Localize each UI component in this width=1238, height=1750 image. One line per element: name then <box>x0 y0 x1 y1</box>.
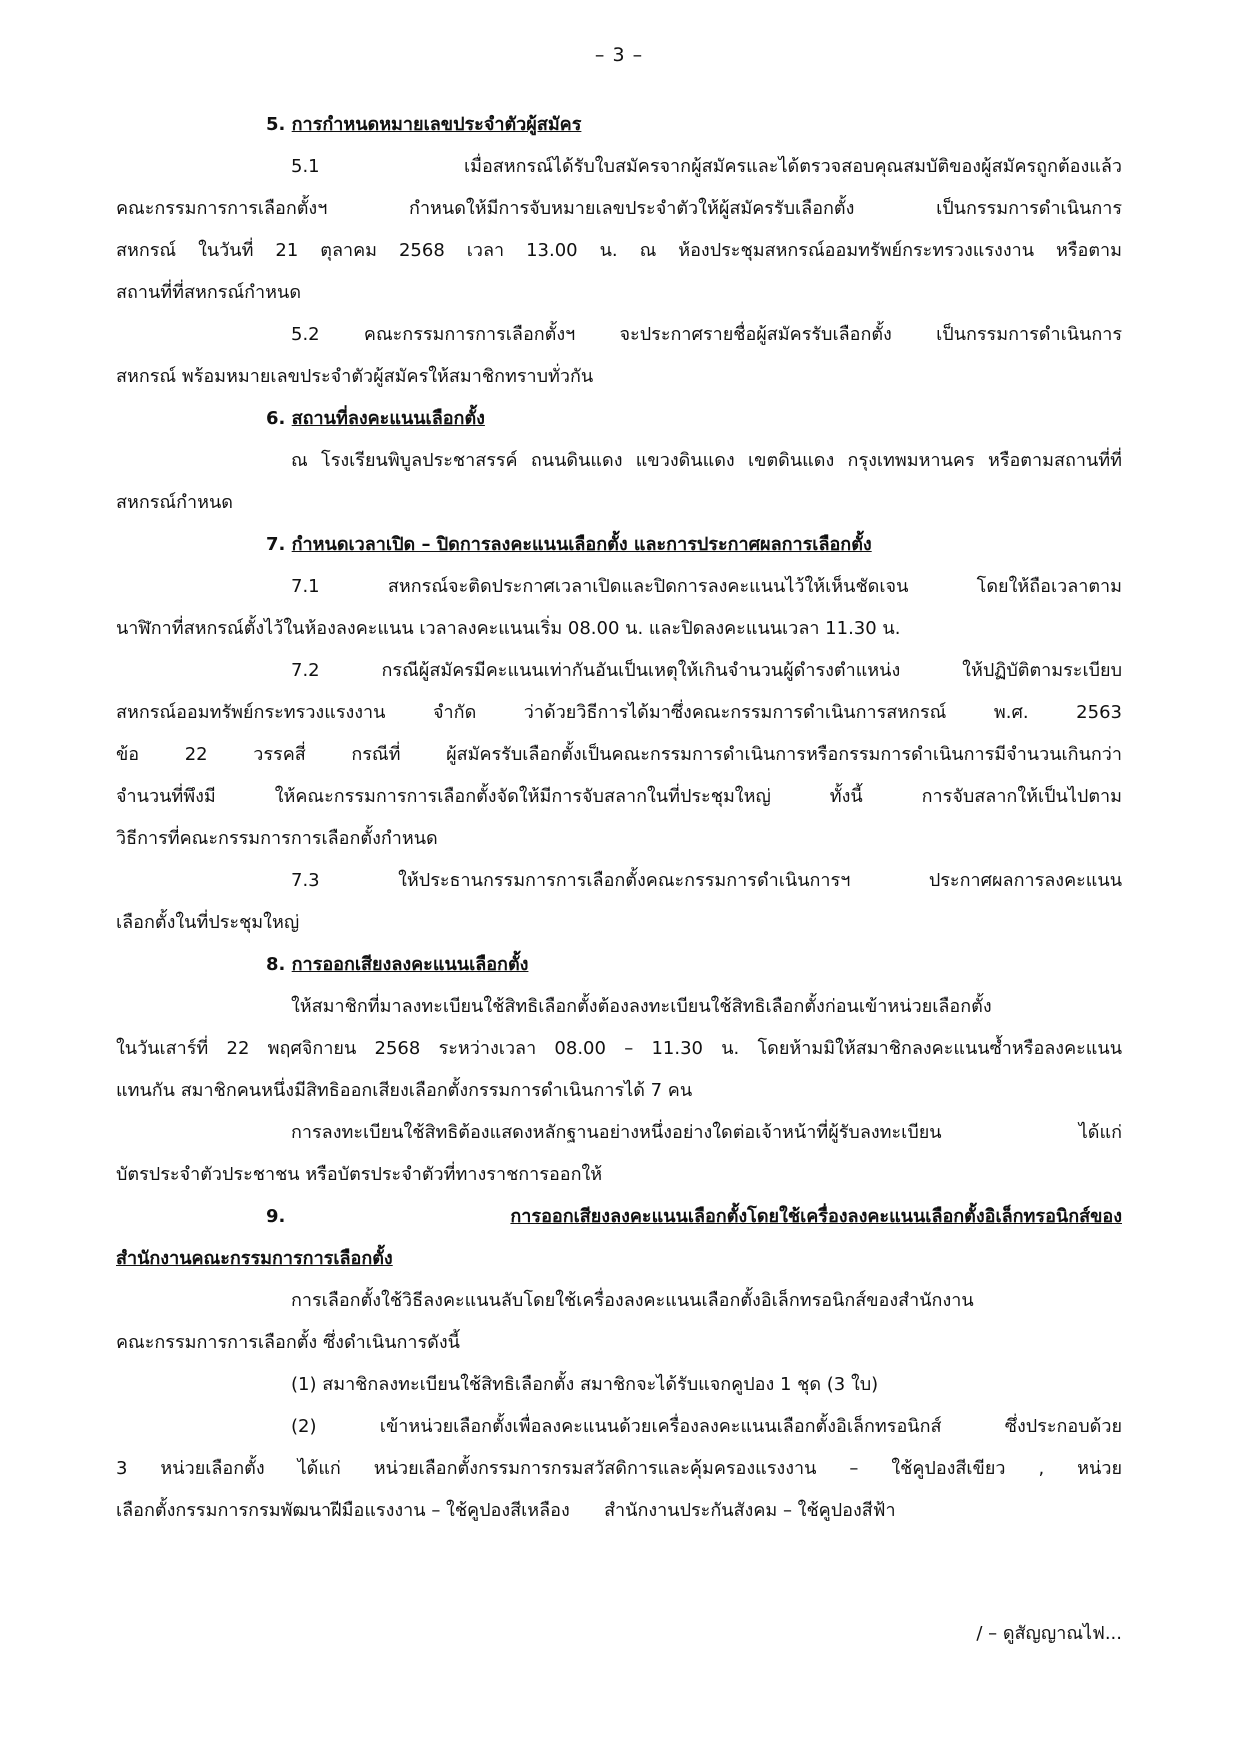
paragraph-line: จำนวนที่พึงมี ให้คณะกรรมการการเลือกตั้งจัดให้มีการจับสลากในที่ประชุมใหญ่ ทั้งนี้ การจับสลากให้เป็นไปตาม <box>116 786 1122 807</box>
section-title-cont: สำนักงานคณะกรรมการการเลือกตั้ง <box>116 1248 393 1269</box>
section-title: กำหนดเวลาเปิด – ปิดการลงคะแนนเลือกตั้ง และการประกาศผลการเลือกตั้ง <box>291 534 872 555</box>
section-6-heading <box>116 398 1122 440</box>
paragraph-line: เลือกตั้งกรรมการกรมพัฒนาฝีมือแรงงาน – ใช้คูปองสีเหลือง สำนักงานประกันสังคม – ใช้คูปองสีฟ้า <box>116 1500 896 1521</box>
paragraph-line: ข้อ 22 วรรคสี่ กรณีที่ ผู้สมัครรับเลือกตั้งเป็นคณะกรรมการดำเนินการหรือกรรมการดำเนินการมีจำนวนเกินกว่า <box>116 744 1122 765</box>
paragraph-line: สถานที่ที่สหกรณ์กำหนด <box>116 282 302 303</box>
section-number: 9. <box>266 1206 286 1227</box>
paragraph-line: การลงทะเบียนใช้สิทธิต้องแสดงหลักฐานอย่างหนึ่งอย่างใดต่อเจ้าหน้าที่ผู้รับลงทะเบียน ได้แก่ <box>291 1122 1122 1143</box>
paragraph-line: สหกรณ์ออมทรัพย์กระทรวงแรงงาน จำกัด ว่าด้วยวิธีการได้มาซึ่งคณะกรรมการดำเนินการสหกรณ์ พ.ศ. 2563 <box>116 702 1122 723</box>
section-8-heading <box>116 944 1122 986</box>
section-title: การออกเสียงลงคะแนนเลือกตั้งโดยใช้เครื่องลงคะแนนเลือกตั้งอิเล็กทรอนิกส์ของ <box>510 1206 1122 1227</box>
paragraph-line: แทนกัน สมาชิกคนหนึ่งมีสิทธิออกเสียงเลือกตั้งกรรมการดำเนินการได้ 7 คน <box>116 1080 693 1101</box>
paragraph-line: 7.3 ให้ประธานกรรมการการเลือกตั้งคณะกรรมการดำเนินการฯ ประกาศผลการลงคะแนน <box>291 870 1122 891</box>
paragraph-line: 7.1 สหกรณ์จะติดประกาศเวลาเปิดและปิดการลงคะแนนไว้ให้เห็นชัดเจน โดยให้ถือเวลาตาม <box>291 576 1122 597</box>
list-item: (1) สมาชิกลงทะเบียนใช้สิทธิเลือกตั้ง สมาชิกจะได้รับแจกคูปอง 1 ชุด (3 ใบ) <box>291 1374 879 1395</box>
paragraph-line: คณะกรรมการการเลือกตั้งฯ กำหนดให้มีการจับหมายเลขประจำตัวให้ผู้สมัครรับเลือกตั้ง เป็นกรรมการดำเนินการ <box>116 198 1122 219</box>
section-title: สถานที่ลงคะแนนเลือกตั้ง <box>291 408 485 429</box>
paragraph-line: ในวันเสาร์ที่ 22 พฤศจิกายน 2568 ระหว่างเวลา 08.00 – 11.30 น. โดยห้ามมิให้สมาชิกลงคะแนนซ้ำหรือลงคะแนน <box>116 1038 1122 1059</box>
section-title: การกำหนดหมายเลขประจำตัวผู้สมัคร <box>291 114 582 135</box>
paragraph-line: ให้สมาชิกที่มาลงทะเบียนใช้สิทธิเลือกตั้งต้องลงทะเบียนใช้สิทธิเลือกตั้งก่อนเข้าหน่วยเลือกตั้ง <box>291 996 992 1017</box>
paragraph-line: คณะกรรมการการเลือกตั้ง ซึ่งดำเนินการดังนี้ <box>116 1332 460 1353</box>
paragraph-line: สหกรณ์กำหนด <box>116 492 233 513</box>
list-item: (2) เข้าหน่วยเลือกตั้งเพื่อลงคะแนนด้วยเครื่องลงคะแนนเลือกตั้งอิเล็กทรอนิกส์ ซึ่งประกอบด้วย <box>291 1416 1122 1437</box>
section-number: 6. <box>266 408 286 429</box>
section-7-heading <box>116 524 1122 566</box>
paragraph-line: การเลือกตั้งใช้วิธีลงคะแนนลับโดยใช้เครื่องลงคะแนนเลือกตั้งอิเล็กทรอนิกส์ของสำนักงาน <box>291 1290 974 1311</box>
paragraph-line: 3 หน่วยเลือกตั้ง ได้แก่ หน่วยเลือกตั้งกรรมการกรมสวัสดิการและคุ้มครองแรงงาน – ใช้คูปองสีเขียว , หน่วย <box>116 1458 1122 1479</box>
page-number: – 3 – <box>594 44 644 66</box>
paragraph-line: สหกรณ์ ในวันที่ 21 ตุลาคม 2568 เวลา 13.00 น. ณ ห้องประชุมสหกรณ์ออมทรัพย์กระทรวงแรงงาน หรือตาม <box>116 240 1122 261</box>
section-title: การออกเสียงลงคะแนนเลือกตั้ง <box>291 954 529 975</box>
paragraph-line: 7.2 กรณีผู้สมัครมีคะแนนเท่ากันอันเป็นเหตุให้เกินจำนวนผู้ดำรงตำแหน่ง ให้ปฏิบัติตามระเบียบ <box>291 660 1122 681</box>
paragraph-line: 5.1 เมื่อสหกรณ์ได้รับใบสมัครจากผู้สมัครและได้ตรวจสอบคุณสมบัติของผู้สมัครถูกต้องแล้ว <box>291 156 1122 177</box>
paragraph-line: วิธีการที่คณะกรรมการการเลือกตั้งกำหนด <box>116 828 438 849</box>
paragraph-line: สหกรณ์ พร้อมหมายเลขประจำตัวผู้สมัครให้สมาชิกทราบทั่วกัน <box>116 366 594 387</box>
paragraph-line: นาฬิกาที่สหกรณ์ตั้งไว้ในห้องลงคะแนน เวลาลงคะแนนเริ่ม 08.00 น. และปิดลงคะแนนเวลา 11.30 น. <box>116 618 901 639</box>
paragraph-line: ณ โรงเรียนพิบูลประชาสรรค์ ถนนดินแดง แขวงดินแดง เขตดินแดง กรุงเทพมหานคร หรือตามสถานที่ที่ <box>291 450 1122 471</box>
continuation-note: / – ดูสัญญาณไฟ... <box>976 1623 1122 1644</box>
section-number: 7. <box>266 534 286 555</box>
paragraph-line: 5.2 คณะกรรมการการเลือกตั้งฯ จะประกาศรายชื่อผู้สมัครรับเลือกตั้ง เป็นกรรมการดำเนินการ <box>291 324 1122 345</box>
section-number: 8. <box>266 954 286 975</box>
section-9-heading-cont <box>116 1238 1122 1280</box>
section-9-heading <box>116 1196 1122 1238</box>
document-body <box>116 104 1122 1532</box>
section-5-heading <box>116 104 1122 146</box>
section-number: 5. <box>266 114 286 135</box>
paragraph-line: บัตรประจำตัวประชาชน หรือบัตรประจำตัวที่ทางราชการออกให้ <box>116 1164 603 1185</box>
paragraph-line: เลือกตั้งในที่ประชุมใหญ่ <box>116 912 300 933</box>
